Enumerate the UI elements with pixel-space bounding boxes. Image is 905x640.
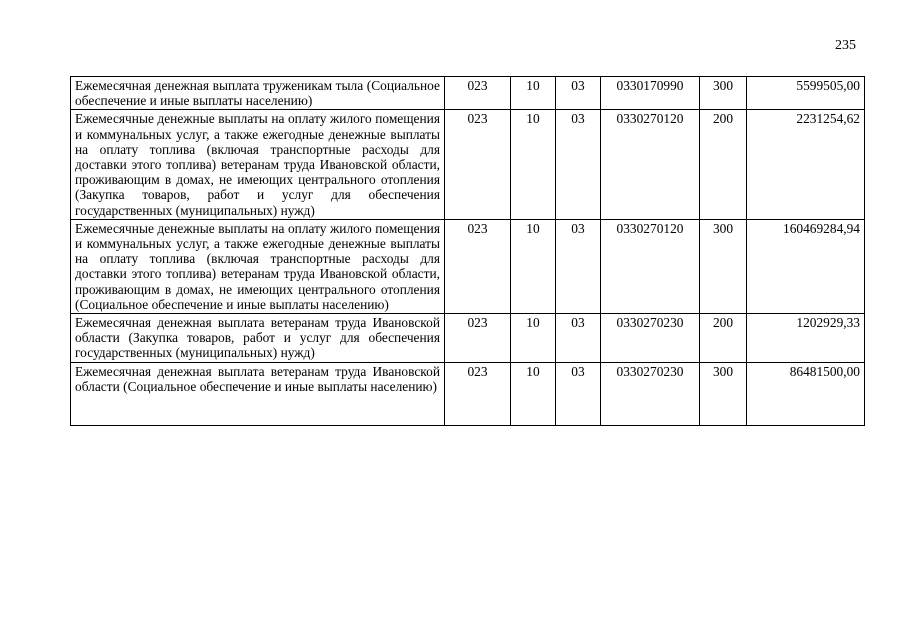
page-number: 235	[835, 38, 856, 53]
section-code: 10	[511, 110, 556, 219]
target-article-code: 0330170990	[601, 77, 700, 110]
section-code: 10	[511, 314, 556, 363]
subsection-code: 03	[556, 77, 601, 110]
target-article-code: 0330270230	[601, 314, 700, 363]
ministry-code: 023	[445, 110, 511, 219]
ministry-code: 023	[445, 314, 511, 363]
amount-value: 86481500,00	[747, 362, 865, 425]
amount-value: 5599505,00	[747, 77, 865, 110]
target-article-code: 0330270120	[601, 219, 700, 313]
amount-value: 2231254,62	[747, 110, 865, 219]
target-article-code: 0330270120	[601, 110, 700, 219]
row-description: Ежемесячная денежная выплата ветеранам труда Ивановской области (Закупка товаров, работ и услуг для обеспечения государственных (муниципальных) нужд)	[71, 314, 445, 363]
subsection-code: 03	[556, 362, 601, 425]
table-row	[71, 219, 865, 313]
amount-value: 160469284,94	[747, 219, 865, 313]
table-row	[71, 314, 865, 363]
expense-type-code: 200	[700, 314, 747, 363]
section-code: 10	[511, 219, 556, 313]
budget-table	[70, 76, 865, 426]
row-description: Ежемесячная денежная выплата ветеранам труда Ивановской области (Социальное обеспечение и иные выплаты населению)	[71, 362, 445, 425]
row-description: Ежемесячная денежная выплата труженикам тыла (Социальное обеспечение и иные выплаты населению)	[71, 77, 445, 110]
expense-type-code: 300	[700, 362, 747, 425]
table-row	[71, 362, 865, 425]
target-article-code: 0330270230	[601, 362, 700, 425]
table-row	[71, 77, 865, 110]
subsection-code: 03	[556, 314, 601, 363]
ministry-code: 023	[445, 219, 511, 313]
section-code: 10	[511, 362, 556, 425]
expense-type-code: 300	[700, 77, 747, 110]
subsection-code: 03	[556, 110, 601, 219]
row-description: Ежемесячные денежные выплаты на оплату жилого помещения и коммунальных услуг, а также ежегодные денежные выплаты на оплату топлива (включая транспортные расходы для доставки этого топлива) ветеранам труда Ивановской области, проживающим в домах, не имеющих центрального отопления (Социальное обеспечение и иные выплаты населению)	[71, 219, 445, 313]
ministry-code: 023	[445, 362, 511, 425]
subsection-code: 03	[556, 219, 601, 313]
expense-type-code: 200	[700, 110, 747, 219]
amount-value: 1202929,33	[747, 314, 865, 363]
table-row	[71, 110, 865, 219]
section-code: 10	[511, 77, 556, 110]
expense-type-code: 300	[700, 219, 747, 313]
ministry-code: 023	[445, 77, 511, 110]
row-description: Ежемесячные денежные выплаты на оплату жилого помещения и коммунальных услуг, а также ежегодные денежные выплаты на оплату топлива (включая транспортные расходы для доставки этого топлива) ветеранам труда Ивановской области, проживающим в домах, не имеющих центрального отопления (Закупка товаров, работ и услуг для обеспечения государственных (муниципальных) нужд)	[71, 110, 445, 219]
